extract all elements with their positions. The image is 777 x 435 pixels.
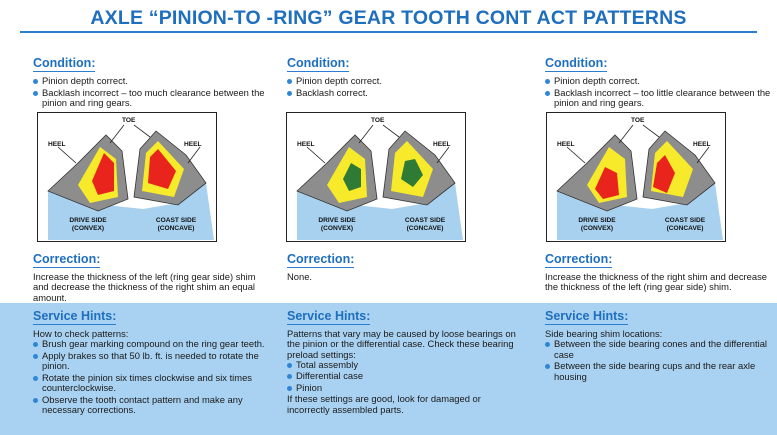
service-hints-section-3 xyxy=(545,307,777,383)
condition-item: Pinion depth correct. xyxy=(33,76,265,87)
coast-side-title: COAST SIDE xyxy=(155,217,197,224)
correction-heading: Correction: xyxy=(33,252,101,266)
correction-text: None. xyxy=(287,271,313,282)
correction-section-3 xyxy=(545,250,775,293)
coast-side-label xyxy=(393,217,457,232)
service-hint-item: Rotate the pinion six times clockwise and six times counterclockwise. xyxy=(33,373,265,394)
service-hints-list xyxy=(545,339,777,382)
service-hint-item: Total assembly xyxy=(287,360,519,371)
condition-item: Backlash incorrect – too much clearance between the pinion and ring gears. xyxy=(33,88,265,109)
coast-side-subtitle: (CONCAVE) xyxy=(666,224,704,232)
condition-heading: Condition: xyxy=(33,56,96,70)
service-hints-outro: If these settings are good, look for damaged or incorrectly assembled parts. xyxy=(287,393,481,415)
drive-side-subtitle: (CONVEX) xyxy=(580,224,614,232)
service-hints-intro: Patterns that vary may be caused by loose bearings on the pinion or the differential case. Check these bearing preload settings: xyxy=(287,328,516,360)
coast-side-subtitle: (CONCAVE) xyxy=(157,224,195,232)
gear-pattern-diagram-2 xyxy=(286,112,466,242)
heel-label-left: HEEL xyxy=(48,141,66,148)
service-hint-item: Observe the tooth contact pattern and make any necessary corrections. xyxy=(33,395,265,416)
heel-label-right: HEEL xyxy=(433,141,451,148)
condition-section-2 xyxy=(287,54,519,99)
toe-label: TOE xyxy=(371,117,385,124)
service-hint-item: Pinion xyxy=(287,383,519,394)
service-hint-item: Brush gear marking compound on the ring gear teeth. xyxy=(33,339,265,350)
correction-section-2 xyxy=(287,250,517,282)
gear-pattern-diagram-3 xyxy=(546,112,726,242)
drive-side-title: DRIVE SIDE xyxy=(318,217,356,224)
coast-side-title: COAST SIDE xyxy=(404,217,446,224)
condition-heading: Condition: xyxy=(287,56,350,70)
service-hints-section-1 xyxy=(33,307,265,417)
service-hints-list xyxy=(33,339,265,416)
heel-label-left: HEEL xyxy=(557,141,575,148)
correction-heading: Correction: xyxy=(287,252,355,266)
title-divider xyxy=(20,31,757,33)
drive-side-label xyxy=(567,217,627,232)
toe-label: TOE xyxy=(631,117,645,124)
drive-side-label xyxy=(58,217,118,232)
condition-item: Backlash correct. xyxy=(287,88,519,99)
service-hint-item: Apply brakes so that 50 lb. ft. is needed to rotate the pinion. xyxy=(33,351,265,372)
drive-side-subtitle: (CONVEX) xyxy=(320,224,354,232)
service-hints-list xyxy=(287,360,519,394)
page-title: AXLE “PINION-TO -RING” GEAR TOOTH CONT ACT PATTERNS xyxy=(90,7,687,29)
service-hint-item: Between the side bearing cones and the differential case xyxy=(545,339,777,360)
heel-label-right: HEEL xyxy=(184,141,202,148)
condition-item: Pinion depth correct. xyxy=(287,76,519,87)
service-hints-heading: Service Hints: xyxy=(287,309,371,323)
coast-side-title: COAST SIDE xyxy=(664,217,706,224)
drive-side-title: DRIVE SIDE xyxy=(69,217,107,224)
service-hints-heading: Service Hints: xyxy=(545,309,629,323)
condition-list xyxy=(287,76,519,98)
correction-heading: Correction: xyxy=(545,252,613,266)
drive-side-title: DRIVE SIDE xyxy=(578,217,616,224)
condition-heading: Condition: xyxy=(545,56,608,70)
drive-side-label xyxy=(307,217,367,232)
gear-pattern-diagram-1 xyxy=(37,112,217,242)
condition-list xyxy=(33,76,265,109)
condition-section-1 xyxy=(33,54,265,110)
service-hints-section-2 xyxy=(287,307,519,415)
coast-side-label xyxy=(653,217,717,232)
correction-text: Increase the thickness of the left (ring gear side) shim and decrease the thickness of the right shim an equal amount. xyxy=(33,271,256,303)
correction-section-1 xyxy=(33,250,263,303)
condition-section-3 xyxy=(545,54,777,110)
correction-text: Increase the thickness of the right shim and decrease the thickness of the left (ring gear side) shim. xyxy=(545,271,767,293)
condition-item: Backlash incorrect – too little clearance between the pinion and ring gears. xyxy=(545,88,777,109)
service-hints-intro: How to check patterns: xyxy=(33,328,129,339)
condition-list xyxy=(545,76,777,109)
service-hints-intro: Side bearing shim locations: xyxy=(545,328,663,339)
condition-item: Pinion depth correct. xyxy=(545,76,777,87)
coast-side-label xyxy=(144,217,208,232)
heel-label-right: HEEL xyxy=(693,141,711,148)
service-hints-heading: Service Hints: xyxy=(33,309,117,323)
toe-label: TOE xyxy=(122,117,136,124)
coast-side-subtitle: (CONCAVE) xyxy=(406,224,444,232)
heel-label-left: HEEL xyxy=(297,141,315,148)
service-hint-item: Between the side bearing cups and the rear axle housing xyxy=(545,361,777,382)
service-hint-item: Differential case xyxy=(287,371,519,382)
drive-side-subtitle: (CONVEX) xyxy=(71,224,105,232)
